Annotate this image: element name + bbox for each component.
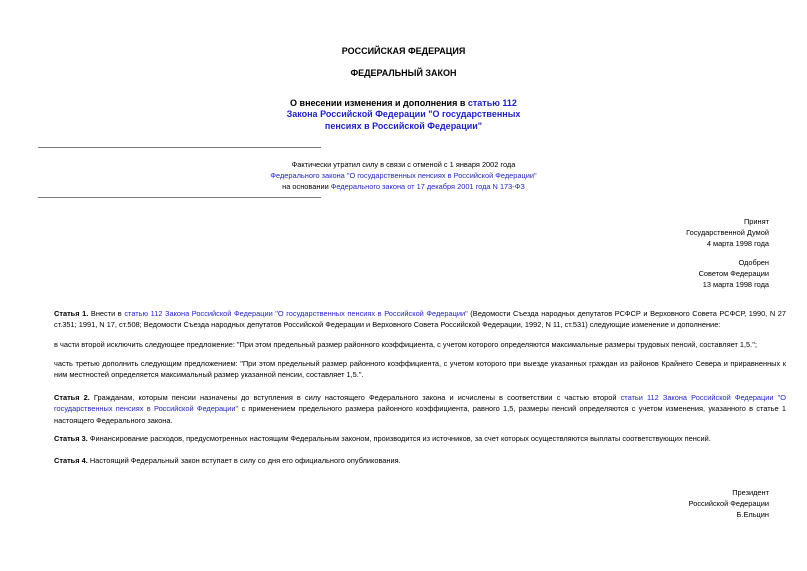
- status-note-repeal-link[interactable]: Федерального закона от 17 декабря 2001 года N 173-ФЗ: [330, 182, 525, 192]
- top-divider: [38, 147, 321, 148]
- article-1-intro: Внести в: [88, 309, 125, 318]
- adopted-date: 4 марта 1998 года: [706, 239, 769, 249]
- article-2: [38, 392, 786, 426]
- article-1-paragraph-2: в части второй исключить следующее предложение: "При этом предельный размер районного коэффициента, с учетом которого определяются максимальные размеры трудовых пенсий, составляет 1,5.";: [54, 340, 757, 349]
- article-3: [38, 433, 786, 444]
- article-1: [38, 308, 786, 331]
- adopted-body: Государственной Думой: [686, 228, 769, 238]
- signature-country: Российской Федерации: [688, 499, 769, 509]
- country-heading: РОССИЙСКАЯ ФЕДЕРАЦИЯ: [341, 46, 466, 56]
- article-1-law-link[interactable]: статью 112 Закона Российской Федерации "О государственных пенсиях в Российской Федерации": [124, 309, 468, 318]
- document-type-heading: ФЕДЕРАЛЬНЫЙ ЗАКОН: [350, 68, 457, 78]
- article-2-law-link[interactable]: статьи 112 Закона Российской Федерации "О государственных пенсиях в Российской Федерации": [54, 393, 787, 414]
- article-3-label: Статья 3.: [54, 434, 88, 443]
- title-link-article[interactable]: статью 112: [467, 98, 517, 108]
- article-1-text: (Ведомости Съезда народных депутатов РСФСР и Верховного Совета РСФСР, 1990, N 27 ст.351; 1991, N 17, ст.508; Ведомости Съезда народных депутатов Российской Федерации и Верховного Совета Российской Федерации, 1992, N 11, ст.531) следующие изменение и дополнение:: [54, 309, 786, 330]
- signature-name: Б.Ельцин: [736, 510, 769, 520]
- article-2-intro: Гражданам, которым пенсии назначены до вступления в силу настоящего Федерального закона и исчислены в соответствии с частью второй: [89, 393, 621, 402]
- adopted-block: [686, 216, 769, 249]
- title-link-law-line2[interactable]: пенсиях в Российской Федерации": [324, 120, 483, 131]
- article-4-text: Настоящий Федеральный закон вступает в силу со дня его официального опубликования.: [87, 456, 401, 465]
- signature-title: Президент: [732, 488, 769, 497]
- approved-block: [699, 257, 769, 290]
- signature-block: [689, 487, 769, 520]
- status-note-law-link[interactable]: Федерального закона "О государственных пенсиях в Российской Федерации": [270, 171, 537, 181]
- article-2-text: с применением предельного размера районного коэффициента, равного 1,5, размеры пенсий определяются с учетом изменения, указанного в статье 1 настоящего Федерального закона.: [54, 404, 786, 425]
- bottom-divider: [38, 197, 321, 198]
- article-1-label: Статья 1.: [54, 309, 89, 318]
- title-link-law-line1[interactable]: Закона Российской Федерации "О государственных: [286, 109, 521, 120]
- title-text: О внесении изменения и дополнения в: [290, 98, 468, 108]
- article-1-paragraph-3: часть третью дополнить следующим предложением: "При этом предельный размер районного коэффициента, с учетом которого при выезде указанных граждан из районов Крайнего Севера и приравненных к ним местностей определяется максимальный размер указанной пенсии, составляет 1,5.".: [54, 359, 786, 380]
- status-note-basis: на основании: [282, 182, 331, 192]
- status-note: [0, 159, 807, 192]
- approved-label: Одобрен: [738, 258, 769, 267]
- status-note-text: Фактически утратил силу в связи с отменой с 1 января 2002 года: [291, 160, 516, 169]
- article-3-text: Финансирование расходов, предусмотренных настоящим Федеральным законом, производится из источников, за счет которых осуществляются выплаты соответствующих пенсий.: [87, 434, 711, 443]
- adopted-label: Принят: [743, 217, 769, 226]
- article-4: [38, 455, 786, 466]
- document-title: [0, 98, 807, 132]
- approved-body: Советом Федерации: [698, 269, 769, 279]
- approved-date: 13 марта 1998 года: [702, 280, 769, 290]
- article-4-label: Статья 4.: [54, 456, 88, 465]
- article-2-label: Статья 2.: [54, 393, 90, 402]
